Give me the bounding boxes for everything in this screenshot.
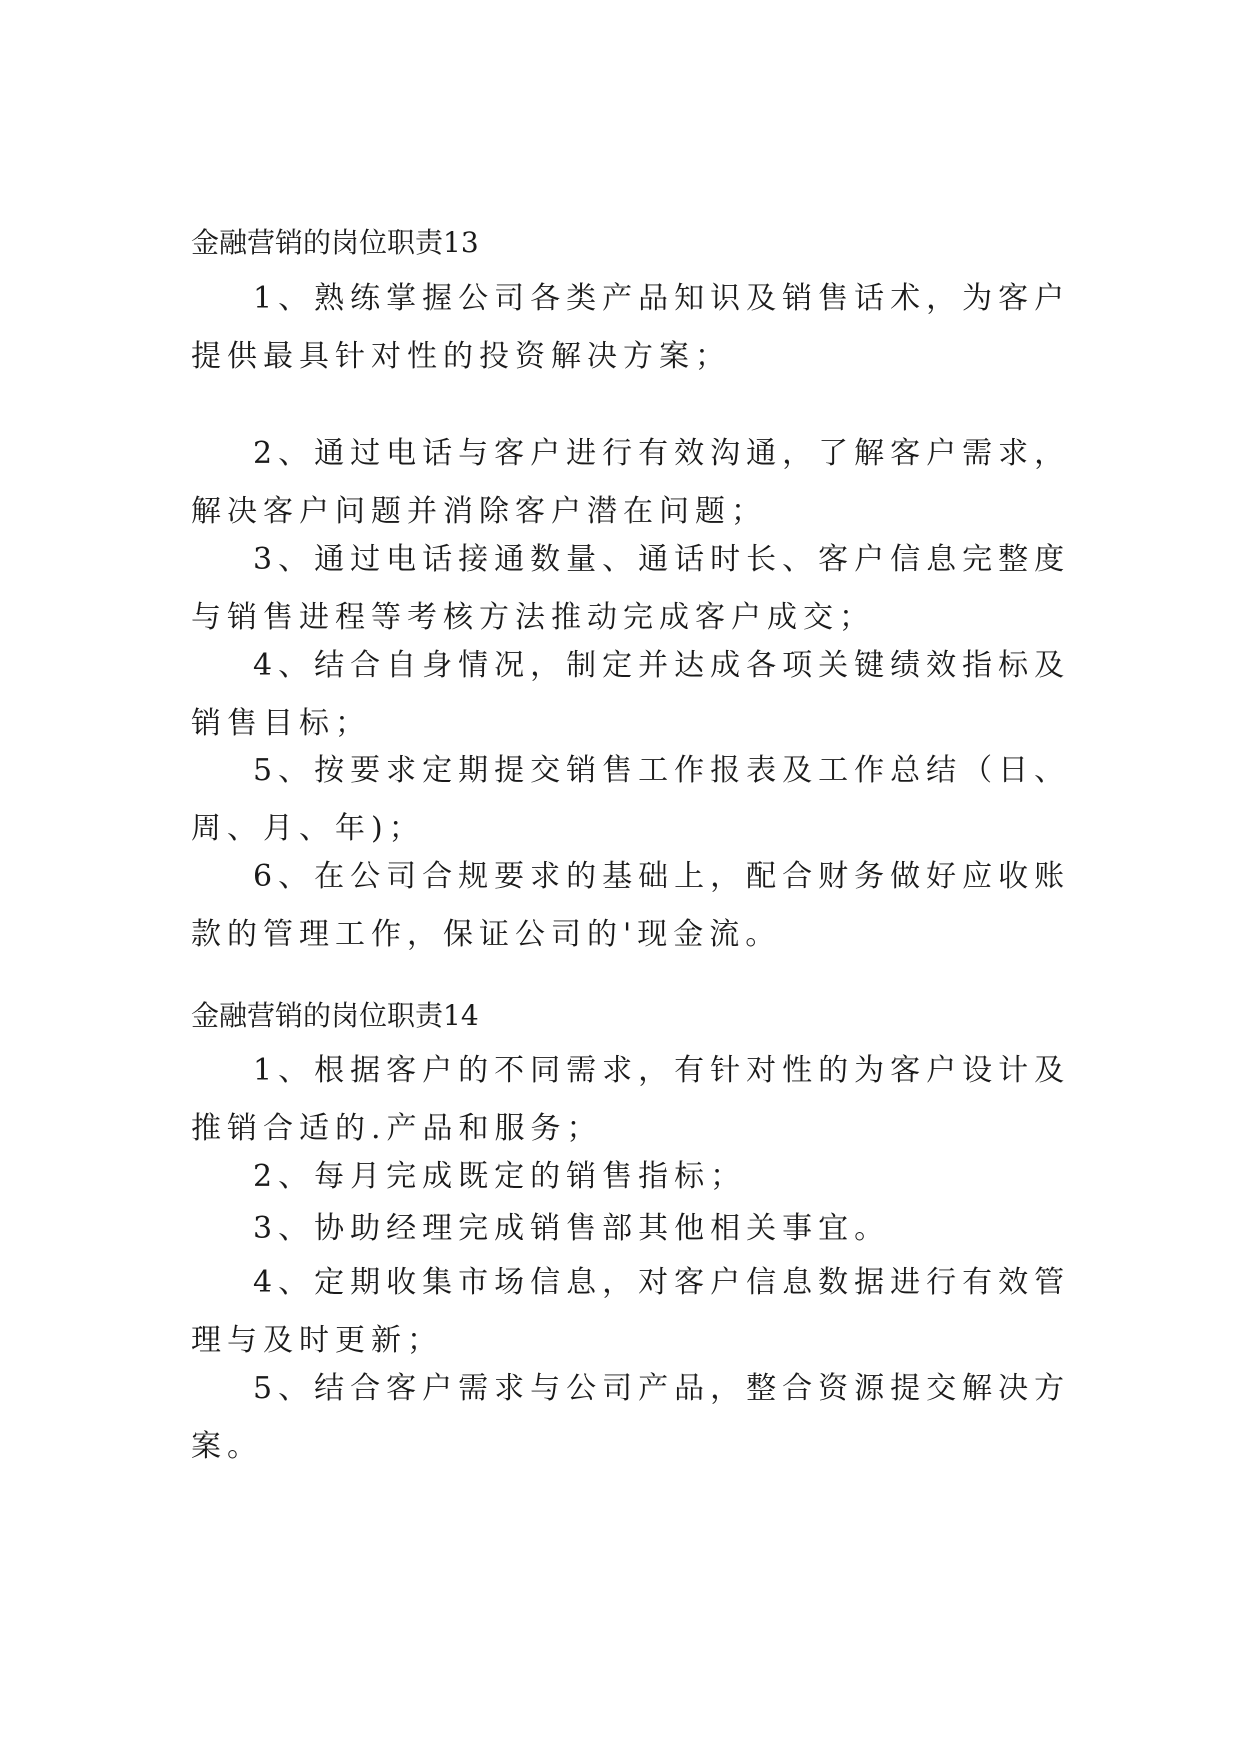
list-item: 2、通过电话与客户进行有效沟通，了解客户需求，解决客户问题并消除客户潜在问题； <box>191 436 1071 529</box>
section-heading: 金融营销的岗位职责14 <box>191 999 479 1032</box>
list-item: 4、定期收集市场信息，对客户信息数据进行有效管理与及时更新； <box>191 1265 1071 1358</box>
list-item: 6、在公司合规要求的基础上，配合财务做好应收账款的管理工作，保证公司的'现金流。 <box>191 859 1071 952</box>
list-item: 4、结合自身情况，制定并达成各项关键绩效指标及销售目标； <box>191 648 1071 741</box>
list-item: 1、熟练掌握公司各类产品知识及销售话术，为客户提供最具针对性的投资解决方案； <box>191 281 1071 374</box>
list-item: 5、结合客户需求与公司产品，整合资源提交解决方案。 <box>191 1371 1071 1464</box>
list-item: 3、协助经理完成销售部其他相关事宜。 <box>253 1211 891 1246</box>
list-item: 5、按要求定期提交销售工作报表及工作总结（日、周、月、年)； <box>191 753 1071 846</box>
list-item: 2、每月完成既定的销售指标； <box>253 1159 747 1194</box>
list-item: 3、通过电话接通数量、通话时长、客户信息完整度与销售进程等考核方法推动完成客户成交； <box>191 542 1071 635</box>
section-heading: 金融营销的岗位职责13 <box>191 226 479 259</box>
list-item: 1、根据客户的不同需求，有针对性的为客户设计及推销合适的.产品和服务； <box>191 1053 1071 1146</box>
